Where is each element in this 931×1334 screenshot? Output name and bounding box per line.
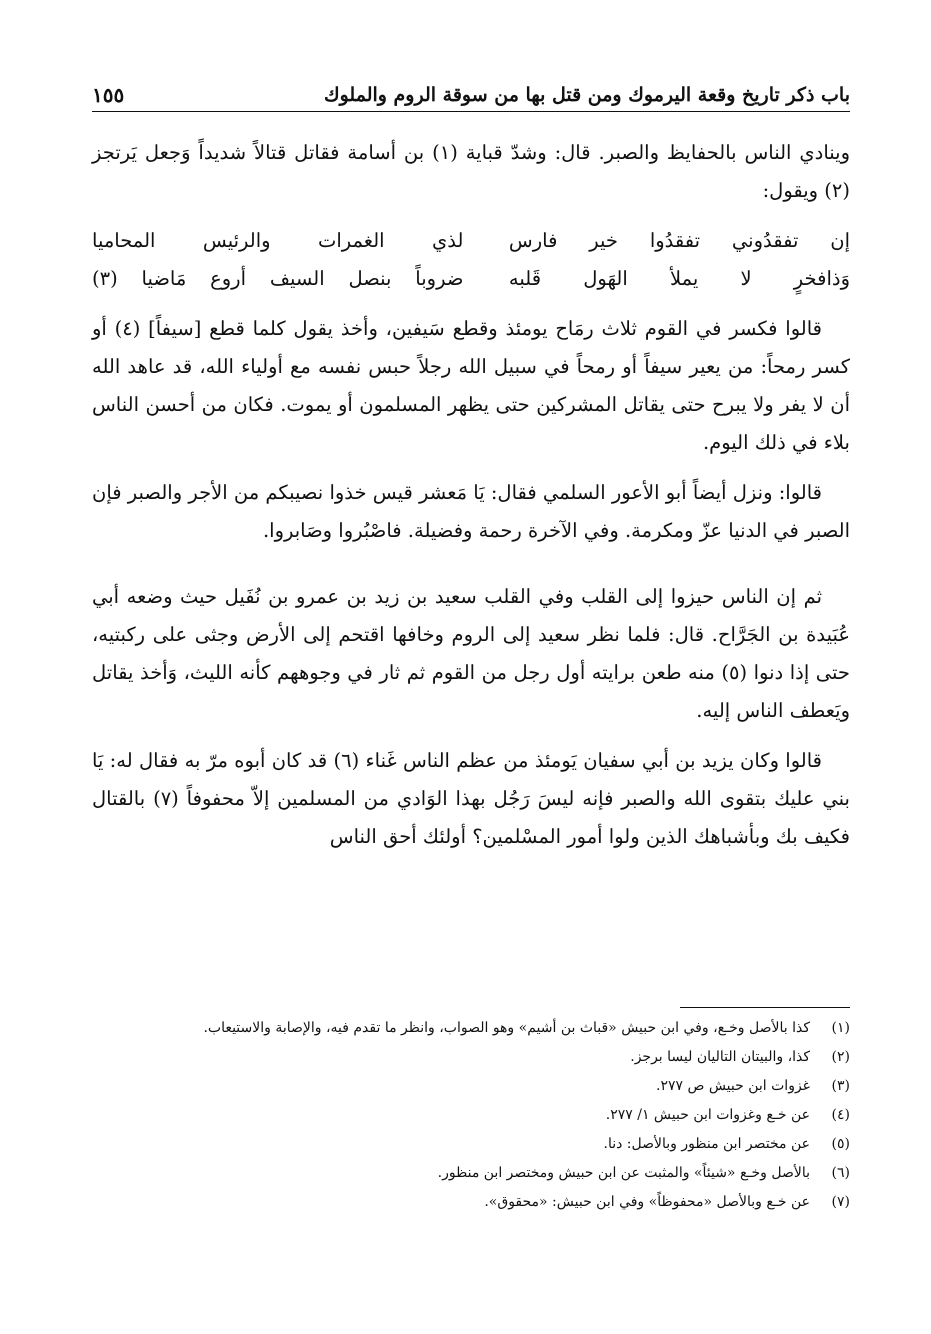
footnote-text: كذا بالأصل وخـع، وفي ابن حبيش «قباث بن أشيم» وهو الصواب، وانظر ما تقدم فيه، والإصابة والاستيعاب. <box>203 1020 810 1036</box>
footnote-3 <box>92 1072 850 1101</box>
paragraph-4: ثم إن الناس حيزوا إلى القلب وفي القلب سعيد بن زيد بن عمرو بن نُفَيل حيث وضعه أبي عُبَيدة بن الجَرَّاح. قال: فلما نظر سعيد إلى الروم وخافها اقتحم إلى الأرض وجثى على ركبتيه، حتى إذا دنوا (٥) منه طعن برايته أول رجل من القوم ثم ثار في وجوههم كأنه الليث، وَأخذ يقاتل ويَعطف الناس إليه. <box>92 585 850 722</box>
footnote-4 <box>92 1101 850 1130</box>
paragraph-1: وينادي الناس بالحفايظ والصبر. قال: وشدّ قباية (١) بن أسامة فقاتل قتالاً شديداً وَجعل يَرتجز (٢) ويقول: <box>92 141 850 202</box>
footnote-text: عن خـع وغزوات ابن حبيش ١/ ٢٧٧. <box>605 1107 810 1123</box>
footnote-divider <box>680 1007 850 1008</box>
book-page <box>92 72 850 1292</box>
footnotes <box>92 1007 850 1217</box>
footnote-number: (٤) <box>831 1107 850 1123</box>
verse-1 <box>92 222 850 260</box>
footnote-text: غزوات ابن حبيش ص ٢٧٧. <box>655 1078 810 1094</box>
footnote-text: كذا، والبيتان التاليان ليسا برجز. <box>630 1049 810 1065</box>
footnote-7 <box>92 1188 850 1217</box>
chapter-title: باب ذكر تاريخ وقعة اليرموك ومن قتل بها من سوقة الروم والملوك <box>323 84 850 106</box>
footnote-text: عن خـع وبالأصل «محفوظاً» وفي ابن حبيش: «محقوق». <box>484 1194 810 1210</box>
main-text <box>92 134 850 856</box>
footnote-number: (٣) <box>831 1078 850 1094</box>
footnote-text: بالأصل وخـع «شيئاً» والمثبت عن ابن حبيش ومختصر ابن منظور. <box>437 1165 810 1181</box>
footnote-number: (٦) <box>831 1165 850 1181</box>
poem <box>92 222 850 298</box>
paragraph-3: قالوا: ونزل أيضاً أبو الأعور السلمي فقال: يَا مَعشر قيس خذوا نصيبكم من الأجر والصبر فإن الصبر في الدنيا عزّ ومكرمة. وفي الآخرة رحمة وفضيلة. فاصْبُروا وصَابروا. <box>92 481 850 542</box>
footnote-2 <box>92 1043 850 1072</box>
verse-1-first-hemistich: إن تفقدُوني تفقدُوا خير فارس <box>508 229 850 252</box>
footnote-text: عن مختصر ابن منظور وبالأصل: دنا. <box>603 1136 810 1152</box>
footnote-number: (٥) <box>831 1136 850 1152</box>
footnote-6 <box>92 1159 850 1188</box>
footnote-5 <box>92 1130 850 1159</box>
footnote-1 <box>92 1014 850 1043</box>
verse-2-second-hemistich: ضروباً بنصل السيف أروع مَاضيا (٣) <box>92 267 464 290</box>
footnote-number: (٢) <box>831 1049 850 1065</box>
running-header <box>92 72 850 112</box>
paragraph-5: قالوا وكان يزيد بن أبي سفيان يَومئذ من عظم الناس غَناء (٦) قد كان أبوه مرّ به فقال له: يَا بني عليك بتقوى الله والصبر فإنه ليسَ رَجُل بهذا الوَادي من المسلمين إلاّ محفوفاً (٧) بالقتال فكيف بك وبأشباهك الذين ولوا أمور المسْلمين؟ أولئك أحق الناس <box>92 749 850 848</box>
footnote-number: (١) <box>831 1020 850 1036</box>
paragraph-2: قالوا فكسر في القوم ثلاث رمَاح يومئذ وقطع سَيفين، وأخذ يقول كلما قطع [سيفاً] (٤) أو كسر رمحاً: من يعير سيفاً أو رمحاً في سبيل الله رجلاً حبس نفسه مع أولياء الله، قد عاهد الله أن لا يفر ولا يبرح حتى يقاتل المشركين حتى يظهر المسلمون أو يموت. فكان من أحسن الناس بلاء في ذلك اليوم. <box>92 317 850 454</box>
page-number: ١٥٥ <box>92 83 125 107</box>
footnote-number: (٧) <box>831 1194 850 1210</box>
verse-2-first-hemistich: وَذافخرٍ لا يملأ الهَول قَلبه <box>508 267 850 290</box>
verse-1-second-hemistich: لذي الغمرات والرئيس المحاميا <box>92 229 464 252</box>
verse-2 <box>92 260 850 298</box>
